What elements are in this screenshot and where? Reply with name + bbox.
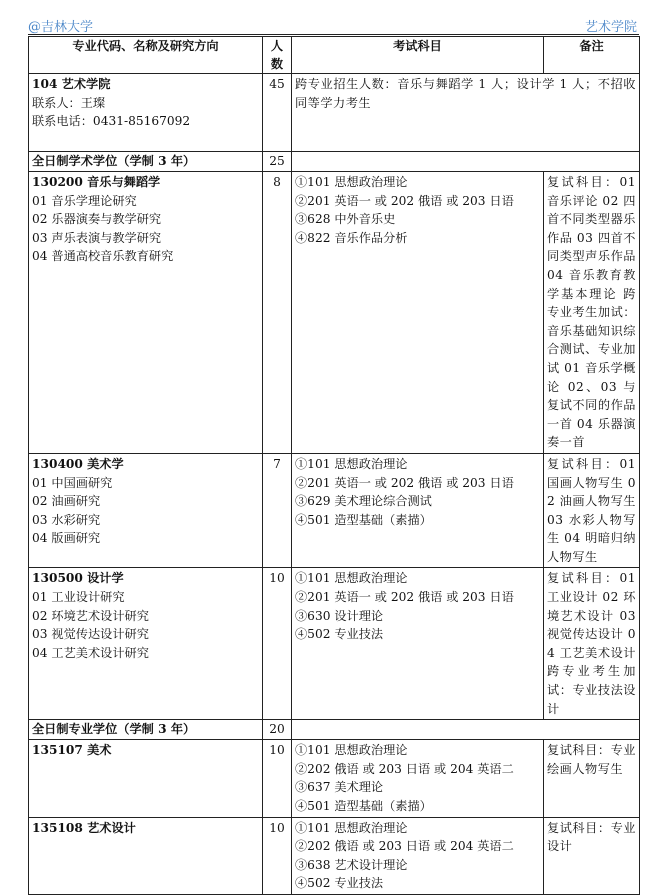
notes-cell: 复试科目：01 工业设计 02 环境艺术设计 03 视觉传达设计 04 工艺美术设计 跨专业考生加试：专业技法设计: [544, 568, 640, 720]
exam-item: ①101 思想政治理论: [295, 456, 408, 471]
direction-item: 04 工艺美术设计研究: [32, 645, 149, 660]
major-title: 130400 美术学: [32, 456, 124, 471]
major-title: 130500 设计学: [32, 571, 124, 586]
major-cell: [29, 568, 263, 720]
notes-cell: 复试科目：01 国画人物写生 02 油画人物写生 03 水彩人物写生 04 明暗归纳人物写生: [544, 453, 640, 568]
college-phone: 联系电话：0431-85167092: [32, 114, 191, 129]
exam-item: ④502 专业技法: [295, 876, 384, 891]
section-empty: [292, 720, 640, 740]
major-cell: [29, 817, 263, 894]
college-header: 艺术学院: [584, 20, 637, 35]
col-header-exams: 考试科目: [292, 37, 544, 74]
table-row: [29, 817, 640, 894]
exam-cell: [292, 568, 544, 720]
exam-item: ③637 美术理论: [295, 780, 384, 795]
direction-item: 04 版画研究: [32, 531, 101, 546]
section-label: 全日制专业学位（学制 3 年）: [29, 720, 263, 740]
section-label: 全日制学术学位（学制 3 年）: [29, 152, 263, 172]
exam-item: ④822 音乐作品分析: [295, 230, 408, 245]
college-count: 45: [263, 74, 292, 152]
exam-item: ②201 英语一 或 202 俄语 或 203 日语: [295, 590, 514, 605]
exam-item: ①101 思想政治理论: [295, 175, 408, 189]
direction-item: 04 普通高校音乐教育研究: [32, 249, 174, 264]
major-cell: [29, 740, 263, 817]
section-empty: [292, 152, 640, 172]
exam-item: ③628 中外音乐史: [295, 212, 396, 227]
col-header-major: 专业代码、名称及研究方向: [29, 37, 263, 74]
notes-cell: 复试科目：专业绘画人物写生: [544, 740, 640, 817]
exam-item: ②202 俄语 或 203 日语 或 204 英语二: [295, 839, 514, 854]
table-header-row: [29, 37, 640, 74]
exam-cell: [292, 453, 544, 568]
direction-item: 02 乐器演奏与教学研究: [32, 212, 162, 227]
table-row: [29, 568, 640, 720]
major-count: 10: [263, 568, 292, 720]
exam-item: ②202 俄语 或 203 日语 或 204 英语二: [295, 761, 514, 776]
direction-item: 02 环境艺术设计研究: [32, 608, 149, 623]
table-row: [29, 453, 640, 568]
college-note: 跨专业招生人数：音乐与舞蹈学 1 人；设计学 1 人；不招收同等学力考生: [292, 74, 640, 152]
section-row-academic: [29, 152, 640, 172]
university-watermark: @吉林大学: [28, 20, 94, 35]
exam-item: ①101 思想政治理论: [295, 820, 408, 835]
direction-item: 03 声乐表演与教学研究: [32, 230, 162, 245]
exam-cell: [292, 172, 544, 454]
table-row: [29, 740, 640, 817]
major-count: 8: [263, 172, 292, 454]
section-row-professional: [29, 720, 640, 740]
exam-cell: [292, 740, 544, 817]
exam-item: ②201 英语一 或 202 俄语 或 203 日语: [295, 193, 514, 208]
exam-cell: [292, 817, 544, 894]
major-count: 10: [263, 817, 292, 894]
direction-item: 02 油画研究: [32, 494, 101, 509]
direction-item: 01 中国画研究: [32, 475, 113, 490]
notes-cell: 复试科目：专业设计: [544, 817, 640, 894]
major-cell: [29, 172, 263, 454]
major-title: 135107 美术: [32, 743, 112, 758]
major-title: 135108 艺术设计: [32, 820, 136, 835]
direction-item: 03 视觉传达设计研究: [32, 627, 149, 642]
college-title: 104 艺术学院: [32, 77, 111, 91]
direction-item: 03 水彩研究: [32, 512, 101, 527]
exam-item: ②201 英语一 或 202 俄语 或 203 日语: [295, 475, 514, 490]
direction-item: 01 音乐学理论研究: [32, 193, 137, 208]
exam-item: ③629 美术理论综合测试: [295, 494, 432, 509]
exam-item: ①101 思想政治理论: [295, 571, 408, 586]
col-header-notes: 备注: [544, 37, 640, 74]
section-count: 20: [263, 720, 292, 740]
exam-item: ①101 思想政治理论: [295, 743, 408, 758]
admission-table: [28, 36, 640, 895]
exam-item: ③630 设计理论: [295, 608, 384, 623]
college-info: [29, 74, 263, 152]
exam-item: ④502 专业技法: [295, 627, 384, 642]
college-row: [29, 74, 640, 152]
notes-cell: 复试科目：01 音乐评论 02 四首不同类型器乐作品 03 四首不同类型声乐作品 04 音乐教育教学基本理论 跨专业考生加试：音乐基础知识综合测试、专业加试 01 音乐学概论 02、03 与复试不同的作品一首 04 乐器演奏一首: [544, 172, 640, 454]
major-count: 7: [263, 453, 292, 568]
major-title: 130200 音乐与舞蹈学: [32, 175, 161, 189]
major-count: 10: [263, 740, 292, 817]
college-contact: 联系人：王璨: [32, 95, 106, 110]
section-count: 25: [263, 152, 292, 172]
header-rule: [28, 34, 639, 35]
exam-item: ④501 造型基础（素描）: [295, 799, 432, 813]
exam-item: ③638 艺术设计理论: [295, 857, 408, 872]
exam-item: ④501 造型基础（素描）: [295, 512, 432, 527]
direction-item: 01 工业设计研究: [32, 590, 125, 605]
col-header-count: 人数: [263, 37, 292, 74]
major-cell: [29, 453, 263, 568]
table-row: [29, 172, 640, 454]
